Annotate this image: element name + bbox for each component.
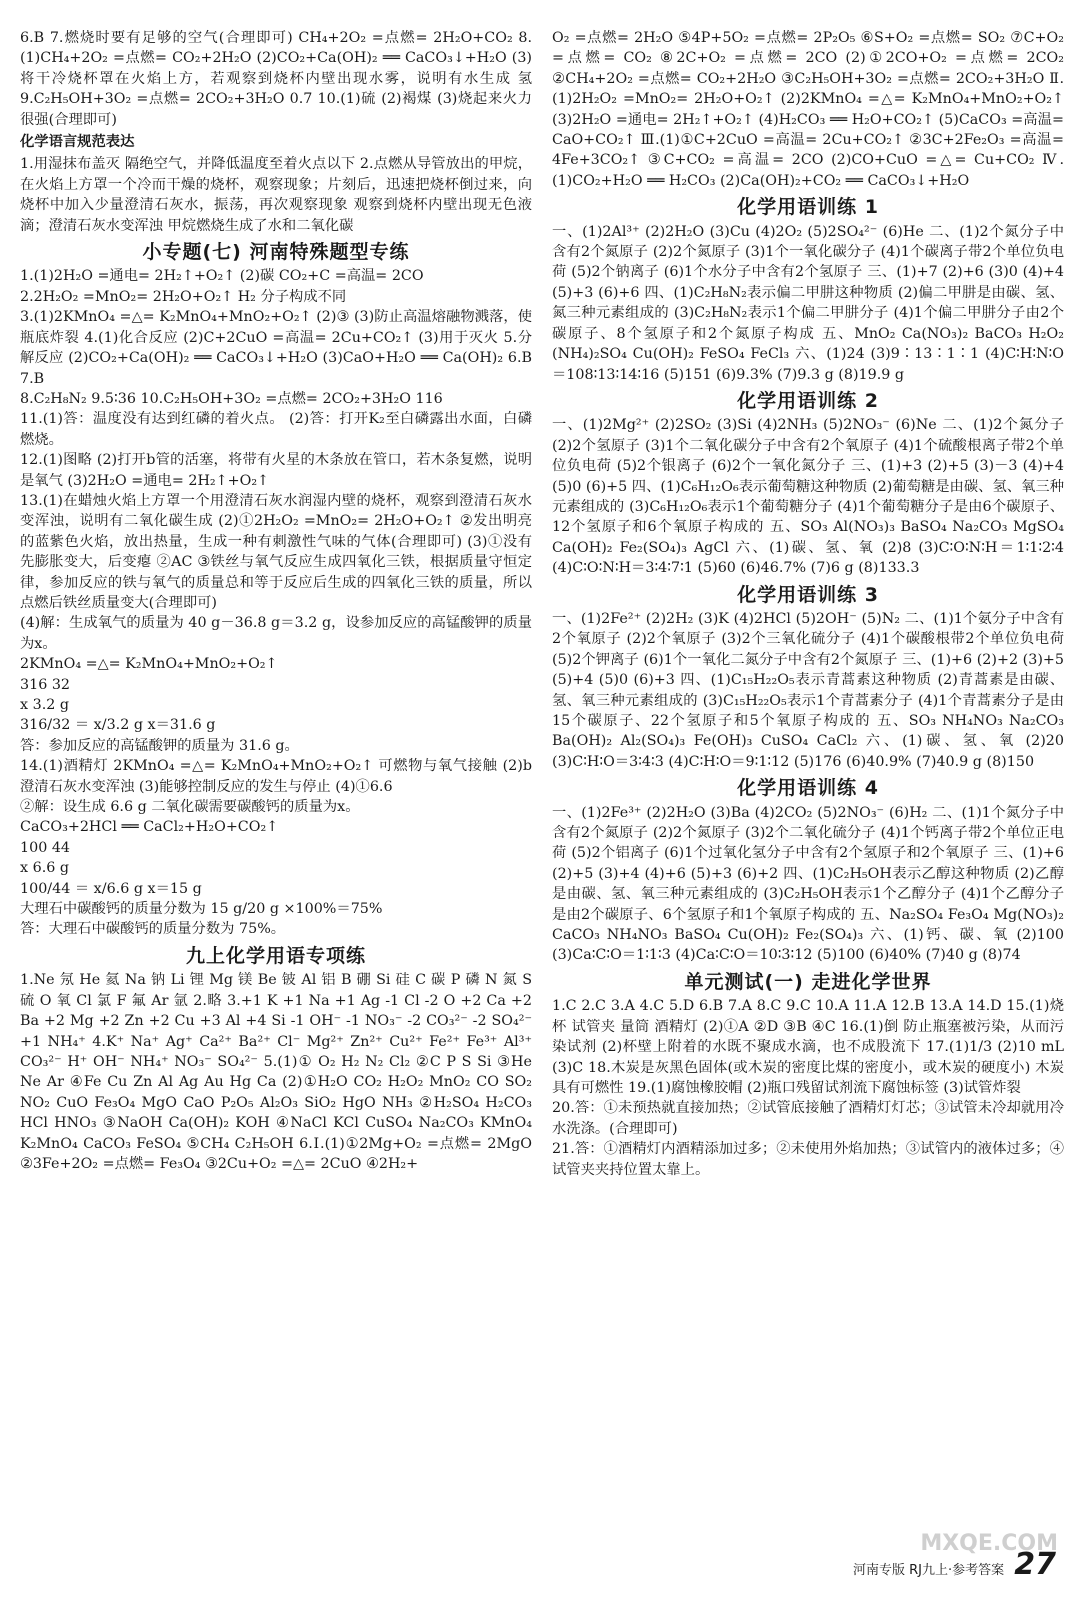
answer-paragraph: 2.2H₂O₂ =MnO₂= 2H₂O+O₂↑ H₂ 分子构成不同 (20, 288, 347, 305)
answer-paragraph: 一、(1)2Fe²⁺ (2)2H₂ (3)K (4)2HCl (5)2OH⁻ (5)N₂ 二、(1)1个氨分子中含有2个氧原子 (2)2个氧原子 (3)2个三氧化硫分子 (4)1个碳酸根带2个单位负电荷 (5)2个钾离子 (6)1个一氧化二氮分子中含有2个氮原子 三、(1)+6 (2)+2 (3)+5 (5)+4 (5)0 (6)+3 四、(1)C₁₅H₂₂O₅表示青蒿素这种物质 (2)青蒿素是由碳、氢、氧三种元素组成的 (3)C₁₅H₂₂O₅表示1个青蒿素分子 (4)1个青蒿素分子是由15个碳原子、22个氢原子和5个氧原子构成的 五、SO₃ NH₄NO₃ Na₂CO₃ Ba(OH)₂ Al₂(SO₄)₃ Fe(OH)₃ CuSO₄ CaCl₂ 六、(1)碳、氢、氧 (2)20 (3)C∶H∶O＝3∶4∶3 (4)C∶H∶O＝9∶1∶12 (5)176 (6)40.9% (7)40.9 g (8)150 (552, 610, 1064, 770)
left-column (20, 28, 532, 1174)
right-column (552, 28, 1064, 1180)
answer-paragraph: 答：大理石中碳酸钙的质量分数为 75%。 (20, 921, 286, 938)
answer-paragraph: 1.(1)2H₂O =通电= 2H₂↑+O₂↑ (2)碳 CO₂+C =高温= 2CO (20, 268, 424, 285)
answer-paragraph: 6.B 7.燃烧时要有足够的空气(合理即可) CH₄+2O₂ =点燃= 2H₂O+CO₂ 8.(1)CH₄+2O₂ =点燃= CO₂+2H₂O (2)CO₂+Ca(OH)₂ ══ CaCO₃↓+H₂O (3)将干冷烧杯罩在火焰上方，若观察到烧杯内壁出现水雾，说明有水生成 氢 9.C₂H₅OH+3O₂ =点燃= 2CO₂+3H₂O 0.7 10.(1)硫 (2)褐煤 (3)烧起来火力很强(合理即可) (20, 30, 532, 128)
answer-paragraph: 100/44 ＝ x/6.6 g x＝15 g (20, 880, 202, 897)
answer-paragraph: 1.C 2.C 3.A 4.C 5.D 6.B 7.A 8.C 9.C 10.A 11.A 12.B 13.A 14.D 15.(1)烧杯 试管夹 量筒 酒精灯 (2)①A ②D ③B ④C 16.(1)倒 防止瓶塞被污染，从而污染试剂 (2)杯壁上附着的水既不聚成水滴，也不成股流下 17.(1)1/3 (2)10 mL (3)C 18.木炭是灰黑色固体(或木炭的密度比煤的密度小，或木炭的硬度小) 木炭具有可燃性 19.(1)腐蚀橡胶帽 (2)瓶口残留试剂流下腐蚀标签 (3)试管炸裂 (552, 998, 1064, 1096)
answer-paragraph: x 6.6 g (20, 860, 70, 877)
footer-label: 河南专版 RJ九上·参考答案 (852, 1563, 1005, 1578)
page-number: 27 (1014, 1547, 1056, 1582)
answer-paragraph: 100 44 (20, 839, 71, 856)
answer-paragraph: 一、(1)2Al³⁺ (2)2H₂O (3)Cu (4)2O₂ (5)2SO₄²⁻ (6)He 二、(1)2个氮分子中含有2个氮原子 (2)2个氮原子 (3)1个一氧化碳分子 (4)1个碳离子带2个单位负电荷 (5)2个钠离子 (6)1个水分子中含有2个氢原子 三、(1)+7 (2)+6 (3)0 (4)+4 (5)+3 (6)+6 四、(1)C₂H₈N₂表示偏二甲肼这种物质 (2)偏二甲肼是由碳、氢、氮三种元素组成的 (3)C₂H₈N₂表示1个偏二甲肼分子 (4)1个偏二甲肼分子由2个碳原子、8个氢原子和2个氮原子构成 五、MnO₂ Ca(NO₃)₂ BaCO₃ H₂O₂ (NH₄)₂SO₄ Cu(OH)₂ FeSO₄ FeCl₃ 六、(1)24 (3)9∶13∶1∶1 (4)C∶H∶N∶O＝108∶13∶14∶16 (5)151 (6)9.3% (7)9.3 g (8)19.9 g (552, 223, 1064, 383)
answer-paragraph: 2KMnO₄ =△= K₂MnO₄+MnO₂+O₂↑ (20, 656, 278, 673)
answer-paragraph: 20.答：①未预热就直接加热；②试管底接触了酒精灯灯芯；③试管未冷却就用冷水洗涤。(合理即可) (552, 1100, 1064, 1137)
answer-paragraph: 1.用湿抹布盖灭 隔绝空气，并降低温度至着火点以下 2.点燃从导管放出的甲烷，在火焰上方罩一个冷而干燥的烧杯，观察现象；片刻后，迅速把烧杯倒过来，向烧杯中加入少量澄清石灰水，振荡，再次观察现象 观察到烧杯内壁出现无色液滴；澄清石灰水变浑浊 甲烷燃烧生成了水和二氧化碳 (20, 156, 532, 234)
section-heading: 单元测试(一) 走进化学世界 (684, 970, 932, 993)
section-heading: 化学用语训练 2 (737, 389, 879, 412)
answer-paragraph: O₂ =点燃= 2H₂O ⑤4P+5O₂ =点燃= 2P₂O₅ ⑥S+O₂ =点燃= SO₂ ⑦C+O₂ =点燃= CO₂ ⑧2C+O₂ =点燃= 2CO (2)①2CO+O₂ =点燃= 2CO₂ ②CH₄+2O₂ =点燃= CO₂+2H₂O ③C₂H₅OH+3O₂ =点燃= 2CO₂+3H₂O Ⅱ.(1)2H₂O₂ =MnO₂= 2H₂O+O₂↑ (2)2KMnO₄ =△= K₂MnO₄+MnO₂+O₂↑ (3)2H₂O =通电= 2H₂↑+O₂↑ (4)H₂CO₃ ══ H₂O+CO₂↑ (5)CaCO₃ =高温= CaO+CO₂↑ Ⅲ.(1)①C+2CuO =高温= 2Cu+CO₂↑ ②3C+2Fe₂O₃ =高温= 4Fe+3CO₂↑ ③C+CO₂ =高温= 2CO (2)CO+CuO =△= Cu+CO₂ Ⅳ.(1)CO₂+H₂O ══ H₂CO₃ (2)Ca(OH)₂+CO₂ ══ CaCO₃↓+H₂O (552, 30, 1064, 189)
section-heading: 化学用语训练 1 (737, 196, 879, 219)
answer-paragraph: 一、(1)2Mg²⁺ (2)2SO₂ (3)Si (4)2NH₃ (5)2NO₃⁻ (6)Ne 二、(1)2个氮分子 (2)2个氢原子 (3)1个二氧化碳分子中含有2个氧原子 (4)1个硫酸根离子带2个单位负电荷 (5)2个银离子 (6)2个一氧化氮分子 三、(1)+3 (2)+5 (3)－3 (4)+4 (5)0 (6)+5 四、(1)C₆H₁₂O₆表示葡萄糖这种物质 (2)葡萄糖是由碳、氢、氧三种元素组成的 (3)C₆H₁₂O₆表示1个葡萄糖分子 (4)1个葡萄糖分子是由6个碳原子、12个氢原子和6个氧原子构成的 五、SO₃ Al(NO₃)₃ BaSO₄ Na₂CO₃ MgSO₄ Ca(OH)₂ Fe₂(SO₄)₃ AgCl 六、(1)碳、氢、氧 (2)8 (3)C∶O∶N∶H＝1∶1∶2∶4 (4)C∶O∶N∶H＝3∶4∶7∶1 (5)60 (6)46.7% (7)6 g (8)133.3 (552, 417, 1064, 577)
answer-paragraph: 大理石中碳酸钙的质量分数为 15 g/20 g ×100%＝75% (20, 901, 383, 918)
section-heading: 小专题(七) 河南特殊题型专练 (142, 241, 410, 264)
page-footer (853, 1547, 1056, 1582)
answer-paragraph: 一、(1)2Fe³⁺ (2)2H₂O (3)Ba (4)2CO₂ (5)2NO₃⁻ (6)H₂ 二、(1)1个氮分子中含有2个氮原子 (2)2个氮原子 (3)2个二氧化硫分子 (4)1个钙离子带2个单位正电荷 (5)2个铝离子 (6)1个过氧化氢分子中含有2个氢原子和2个氧原子 三、(1)+6 (2)+5 (3)+4 (4)+6 (5)+3 (6)+2 四、(1)C₂H₅OH表示乙醇这种物质 (2)乙醇是由碳、氢、氧三种元素组成的 (3)C₂H₅OH表示1个乙醇分子 (4)1个乙醇分子是由2个碳原子、6个氢原子和1个氧原子构成的 五、Na₂SO₄ Fe₃O₄ Mg(NO₃)₂ CaCO₃ NH₄NO₃ BaSO₄ Cu(OH)₂ Fe₂(SO₄)₃ 六、(1)钙、碳、氧 (2)100 (3)Ca∶C∶O＝1∶1∶3 (4)Ca∶C∶O＝10∶3∶12 (5)100 (6)40% (7)40 g (8)74 (552, 804, 1064, 964)
answer-paragraph: x 3.2 g (20, 697, 70, 713)
answer-paragraph: 3.(1)2KMnO₄ =△= K₂MnO₄+MnO₂+O₂↑ (2)③ (3)防止高温熔融物溅落，使瓶底炸裂 4.(1)化合反应 (2)C+2CuO =高温= 2Cu+CO₂↑ (3)用于灭火 5.分解反应 (2)CO₂+Ca(OH)₂ ══ CaCO₃↓+H₂O (3)CaO+H₂O ══ Ca(OH)₂ 6.B 7.B (20, 309, 532, 387)
section-heading: 九上化学用语专项练 (185, 944, 366, 967)
answer-paragraph: 316 32 (20, 676, 71, 693)
answer-paragraph: CaCO₃+2HCl ══ CaCl₂+H₂O+CO₂↑ (20, 819, 279, 836)
watermark: MXQE.COM (920, 1531, 1058, 1556)
answer-paragraph: 11.(1)答：温度没有达到红磷的着火点。 (2)答：打开K₂至白磷露出水面，白磷燃烧。 (20, 411, 532, 448)
answer-paragraph: ②解：设生成 6.6 g 二氧化碳需要碳酸钙的质量为x。 (20, 799, 360, 816)
answer-paragraph: 8.C₂H₈N₂ 9.5∶36 10.C₂H₅OH+3O₂ =点燃= 2CO₂+3H₂O 116 (20, 390, 443, 407)
answer-paragraph: 答：参加反应的高锰酸钾的质量为 31.6 g。 (20, 737, 299, 754)
section-heading: 化学用语训练 3 (737, 583, 879, 606)
answer-paragraph: 21.答：①酒精灯内酒精添加过多；②未使用外焰加热；③试管内的液体过多；④试管夹夹持位置太靠上。 (552, 1141, 1064, 1178)
answer-paragraph: 13.(1)在蜡烛火焰上方罩一个用澄清石灰水润湿内壁的烧杯，观察到澄清石灰水变浑浊，说明有二氧化碳生成 (2)①2H₂O₂ =MnO₂= 2H₂O+O₂↑ ②发出明亮的蓝紫色火焰，放出热量，生成一种有刺激性气味的气体(合理即可) (3)①没有 先膨胀变大，后变瘪 ②AC ③铁丝与氧气反应生成四氧化三铁，根据质量守恒定律，参加反应的铁与氧气的质量总和等于反应后生成的四氧化三铁的质量，所以点燃后铁丝质量变大(合理即可) (20, 492, 532, 611)
answer-paragraph: 12.(1)图略 (2)打开b管的活塞，将带有火星的木条放在管口，若木条复燃，说明是氧气 (3)2H₂O =通电= 2H₂↑+O₂↑ (20, 452, 532, 489)
answer-paragraph: 14.(1)酒精灯 2KMnO₄ =△= K₂MnO₄+MnO₂+O₂↑ 可燃物与氧气接触 (2)b 澄清石灰水变浑浊 (3)能够控制反应的发生与停止 (4)①6.6 (20, 758, 532, 795)
answer-paragraph: (4)解：生成氧气的质量为 40 g－36.8 g＝3.2 g，设参加反应的高锰酸钾的质量为x。 (20, 615, 532, 652)
answer-paragraph: 1.Ne 氖 He 氦 Na 钠 Li 锂 Mg 镁 Be 铍 Al 铝 B 硼 Si 硅 C 碳 P 磷 N 氮 S 硫 O 氧 Cl 氯 F 氟 Ar 氩 2.略 3.+1 K +1 Na +1 Ag -1 Cl -2 O +2 Ca +2 Ba +2 Mg +2 Zn +2 Cu +3 Al +4 Si -1 OH⁻ -1 NO₃⁻ -2 CO₃²⁻ -2 SO₄²⁻ +1 NH₄⁺ 4.K⁺ Na⁺ Ag⁺ Ca²⁺ Ba²⁺ Cl⁻ Mg²⁺ Zn²⁺ Cu²⁺ Fe²⁺ Fe³⁺ Al³⁺ CO₃²⁻ H⁺ OH⁻ NH₄⁺ NO₃⁻ SO₄²⁻ 5.(1)① O₂ H₂ N₂ Cl₂ ②C P S Si ③He Ne Ar ④Fe Cu Zn Al Ag Au Hg Ca (2)①H₂O CO₂ H₂O₂ MnO₂ CO SO₂ NO₂ CuO Fe₃O₄ MgO CaO P₂O₅ Al₂O₃ SiO₂ HgO NH₃ ②H₂SO₄ H₂CO₃ HCl HNO₃ ③NaOH Ca(OH)₂ KOH ④NaCl KCl CuSO₄ Na₂CO₃ KMnO₄ K₂MnO₄ CaCO₃ FeSO₄ ⑤CH₄ C₂H₅OH 6.Ⅰ.(1)①2Mg+O₂ =点燃= 2MgO ②3Fe+2O₂ =点燃= Fe₃O₄ ③2Cu+O₂ =△= 2CuO ④2H₂+ (20, 972, 532, 1172)
section-heading: 化学用语训练 4 (737, 777, 879, 800)
section-heading: 化学语言规范表达 (20, 134, 135, 151)
answer-paragraph: 316/32 ＝ x/3.2 g x＝31.6 g (20, 717, 216, 734)
